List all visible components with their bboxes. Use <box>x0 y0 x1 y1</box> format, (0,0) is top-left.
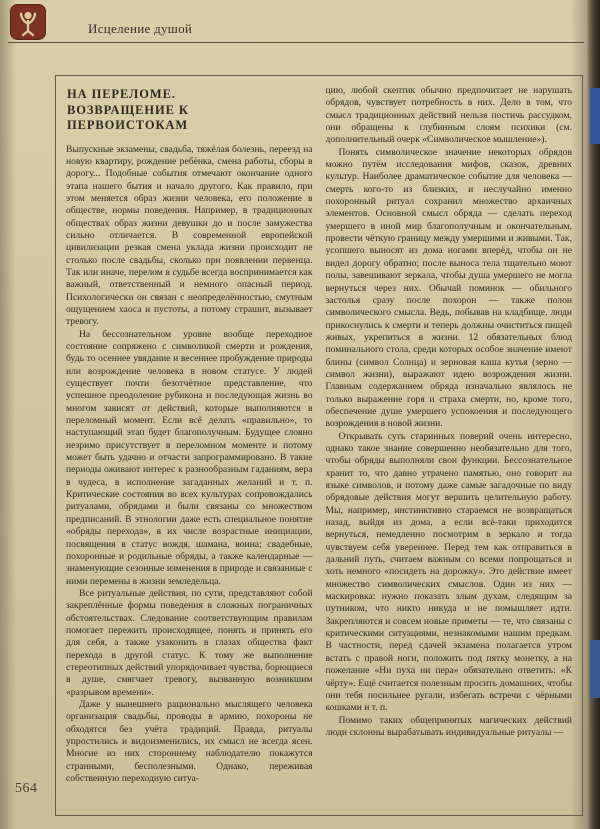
paragraph: На бессознательном уровне вообще переходное состояние сопряжено с символикой смерти и рождения, будь то осеннее увядание и весеннее пробуждение природы или возрождение человека в новом статусе. У людей существует почти безотчётное представление, что успешное преодоление рубикона и последующая жизнь во многом зависят от действий, которые выполняются в переломный момент. Если всё делать «правильно», то наступающий этап будет благополучным. Будущее словно незримо присутствует в переломном моменте и потому может быть удачно и отчасти запрограммировано. В такие периоды оживают интерес к разнообразным гаданиям, вера в чудеса, в исполнение загаданных желаний и т. п. Критические состояния во всех культурах сопровождались ритуалами, обрядами и были связаны со множеством предписаний. В этнологии даже есть специальное понятие «обряды перехода», в их числе возрастные инициации, посвящения в статус вождя, шамана, воина; свадебные, похоронные и родильные обряды, а также календарные — знаменующие сезонные изменения в природе и связанные с ними перемены в жизни земледельца. <box>66 328 313 587</box>
article-frame <box>55 75 583 816</box>
figure-with-raised-arms-icon <box>10 4 46 40</box>
paragraph: Понять символическое значение некоторых обрядов можно путём исследования мифов, сказок, древних культур. Наиболее драматическое событие для человека — смерть кого-то из близких, и неслучайно именно похоронный ритуал сохранил множество архаичных элементов. Основной смысл обряда — сделать переход умершего в иной мир благополучным и окончательным, провести чёткую границу между умершими и живыми. Так, усопшего выносят из дома ногами вперёд, чтобы он не видел дорогу обратно; после выноса тела тщательно моют полы, завешивают зеркала, чтобы душа умершего не могла вернуться через них. Обычай поминок — обильного застолья сразу после похорон — также полон символического смысла. Ведь, побывав на кладбище, люди прикоснулись к смерти и теперь должны очиститься пищей живых, укрепиться в жизни. 12 обязательных блюд поминального стола, среди которых особое значение имеют блины (символ Солнца) и зерновая каша кутья (зерно — символ жизни), выражают идею возрождения жизни. Главным содержанием обряда изначально являлось не только выражение горя и страха смерти, но, кроме того, обеспечение душе умершего успокоения и последующего возрождения в новой жизни. <box>325 146 572 430</box>
heading-line2: ВОЗВРАЩЕНИЕ К ПЕРВОИСТОКАМ <box>67 102 189 132</box>
edge-blue-mark <box>590 88 600 144</box>
paragraph: Выпускные экзамены, свадьба, тяжёлая болезнь, переезд на новую квартиру, рождение ребёнка, смена работы, сборы в дорогу... Подобные события отмечают окончание одного этапа нашего бытия и начало другого. Как правило, при этом меняется образ жизни человека, его положение в обществе, нормы поведения. Например, в традиционных обществах образ жизни девушки до и после замужества сильно отличается. В современной европейской цивилизации резкая смена уклада жизни происходит не столько после свадьбы, сколько при появлении первенца. Так или иначе, перелом в судьбе всегда воспринимается как важный, ответственный и немного опасный период. Психологически он связан с неопределённостью, смутным ощущением хаоса и пустоты, а потому страшит, вызывает тревогу. <box>66 143 313 328</box>
paragraph: Даже у нынешнего рационально мыслящего человека организация свадьбы, проводы в армию, похороны не обходятся без учёта традиций. Правда, ритуалы упростились и видоизменились, их смысл не всегда ясен. Многие из них стороннему наблюдателю покажутся странными, бесполезными. Однако, переживая собственную переходную ситуа- <box>66 698 313 785</box>
edge-blue-mark <box>590 640 600 698</box>
page-header <box>0 0 600 44</box>
paragraph: Помимо таких общепринятых магических действий люди склонны вырабатывать индивидуальные ритуалы — <box>325 714 572 738</box>
left-column <box>66 85 313 805</box>
running-head: Исцеление душой <box>88 21 193 36</box>
paragraph: Все ритуальные действия, по сути, представляют собой закреплённые формы поведения в сложных пограничных обстоятельствах. Следование соответствующим правилам помогает пережить происходящее, понять и принять его для себя, а также узаконить в глазах общества факт перехода в другой статус. К тому же выполнение стереотипных действий упорядочивает чувства, борющиеся в душе, смягчает тревогу, вызванную возникшим «разрывом времени». <box>66 587 313 698</box>
page-number: 564 <box>15 781 38 796</box>
page-edge <box>587 0 600 829</box>
publisher-logo-icon <box>10 4 46 40</box>
heading-line1: НА ПЕРЕЛОМЕ. <box>67 87 176 101</box>
right-column <box>326 85 573 805</box>
paragraph: цию, любой скептик обычно предпочитает не нарушать обрядов, чувствует потребность в них. Дело в том, что смысл традиционных действий нельзя постичь рассудком, они обращены к глубинным слоям психики (см. дополнительный очерк «Символическое мышление»). <box>325 85 572 146</box>
article-heading <box>67 87 313 134</box>
paragraph: Открывать суть старинных поверий очень интересно, однако такое знание совершенно необязательно для того, чтобы обряды выполняли свои функции. Бессознательное хранит то, что давно утрачено памятью, оно говорит на языке символов, и потому даже самые загадочные по виду обрядовые действия могут вершить целительную работу. Мы, например, инстинктивно стараемся не возвращаться назад, выйдя из дома, а если всё-таки приходится вернуться, немедленно посмотрим в зеркало и тогда чувствуем себя увереннее. Перед тем как отправиться в дальний путь, считаем важным со всеми попрощаться и хоть немного «посидеть на дорожку». Это действие имеет множество символических смыслов. Один из них — маскировка: нужно показать злым духам, следящим за путником, что никто никуда и не помышляет идти. Закрепляются и совсем новые приметы — те, что связаны с критическими ситуациями, незнакомыми нашим предкам. В частности, перед сдачей экзамена полагается утром встать с правой ноги, положить под пятку монетку, а на пожелание «Ни пуха ни пера» обязательно ответить: «К чёрту». Ещё считается полезным просить домашних, чтобы они тебя посильнее ругали, избегать встречи с чёрными кошками и т. п. <box>325 430 572 714</box>
header-rule <box>8 42 584 43</box>
